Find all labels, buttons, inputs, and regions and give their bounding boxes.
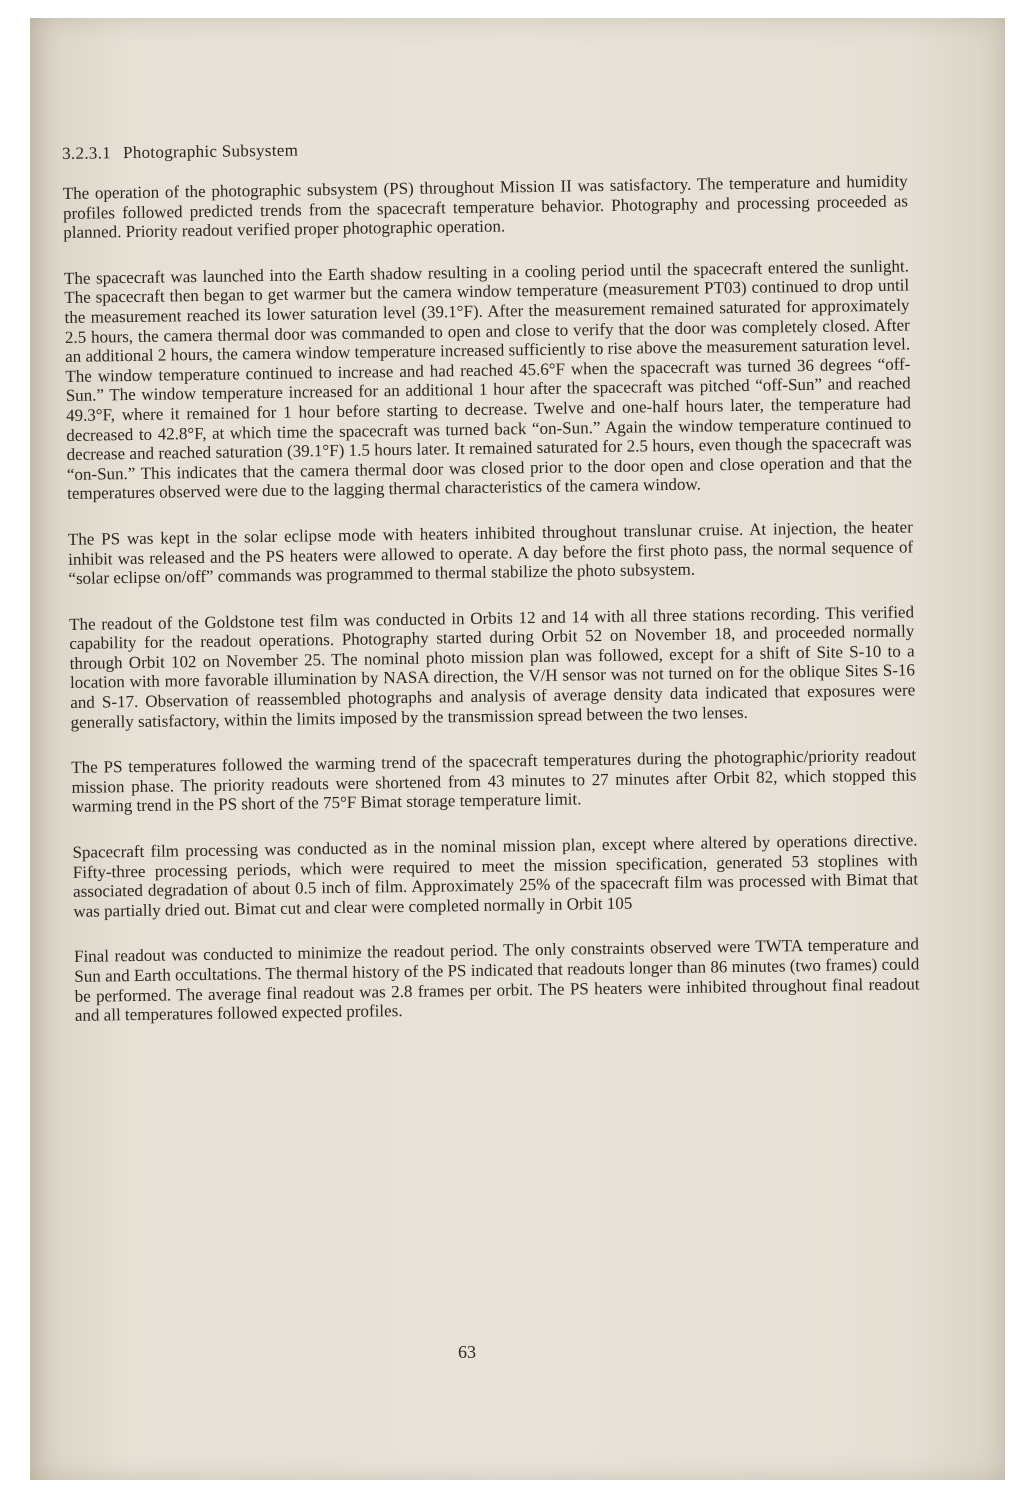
section-title: Photographic Subsystem xyxy=(122,140,299,163)
page-number: 63 xyxy=(458,1342,476,1362)
paragraph-final-readout: Final readout was conducted to minimize the readout period. The only constraints observed were TWTA temperature and Sun and Earth occultations. The thermal history of the PS indicated that readouts longer than 86 minutes (two frames) could be performed. The average final readout was 2.8 frames per orbit. The PS heaters were inhibited throughout final readout and all temperatures followed expected profiles. xyxy=(73,934,920,1026)
paragraph-solar-eclipse: The PS was kept in the solar eclipse mode with heaters inhibited throughout translunar cruise. At injection, the heater inhibit was released and the PS heaters were allowed to operate. A day before the first photo pass, the normal sequence of “solar eclipse on/off” commands was programmed to thermal stabilize the photo subsystem. xyxy=(67,517,914,589)
document-page xyxy=(30,18,1005,1480)
paragraph-readout-photography: The readout of the Goldstone test film was conducted in Orbits 12 and 14 with all three stations recording. This verified capability for the readout operations. Photography started during Orbit 52 on November 18, and proceeded normally through Orbit 102 on November 25. The nominal photo mission plan was followed, except for a shift of Site S-10 to a location with more favorable illumination by NASA direction, the V/H sensor was not turned on for the oblique Sites S-16 and S-17. Observation of reassembled photographs and analysis of average density data indicated that exposures were generally satisfactory, within the limits imposed by the transmission spread between the two lenses. xyxy=(68,602,916,732)
paragraph-ps-temperatures: The PS temperatures followed the warming trend of the spacecraft temperatures during the photographic/priority readout mission phase. The priority readouts were shortened from 43 minutes to 27 minutes after Orbit 82, which stopped this warming trend in the PS short of the 75°F Bimat storage temperature limit. xyxy=(71,745,917,817)
paragraph-launch-thermal: The spacecraft was launched into the Earth shadow resulting in a cooling period until the spacecraft entered the sunlight. The spacecraft then began to get warmer but the camera window temperature (measurement PT03) continued to drop until the measurement reached its lower saturation level (39.1°F). After the measurement remained saturated for approximately 2.5 hours, the camera thermal door was commanded to open and close to verify that the door was completely closed. After an additional 2 hours, the camera window temperature increased sufficiently to rise above the measurement saturation level. The window temperature continued to increase and had reached 45.6°F when the spacecraft was turned 36 degrees “off-Sun.” The window temperature increased for an additional 1 hour after the spacecraft was pitched “off-Sun” and reached 49.3°F, where it remained for 1 hour before starting to decrease. Twelve and one-half hours later, the temperature had decreased to 42.8°F, at which time the spacecraft was turned back “on-Sun.” Again the window temperature continued to decrease and reached saturation (39.1°F) 1.5 hours later. It remained saturated for 2.5 hours, even though the spacecraft was “on-Sun.” This indicates that the camera thermal door was closed prior to the door open and close operation and that the temperatures observed were due to the lagging thermal characteristics of the camera window. xyxy=(63,256,912,504)
page-content xyxy=(62,131,920,1051)
paragraph-film-processing: Spacecraft film processing was conducted as in the nominal mission plan, except where altered by operations directive. Fifty-three processing periods, which were required to meet the mission specification, generated 53 stoplines with associated degradation of about 0.5 inch of film. Approximately 25% of the spacecraft film was processed with Bimat that was partially dried out. Bimat cut and clear were completed normally in Orbit 105 xyxy=(72,830,919,921)
paragraph-overview: The operation of the photographic subsystem (PS) throughout Mission II was satisfactory. The temperature and humidity profiles followed predicted trends from the spacecraft temperature behavior. Photography and processing proceeded as planned. Priority readout verified proper photographic operation. xyxy=(62,171,909,243)
section-heading xyxy=(62,131,907,164)
section-number: 3.2.3.1 xyxy=(62,143,112,163)
